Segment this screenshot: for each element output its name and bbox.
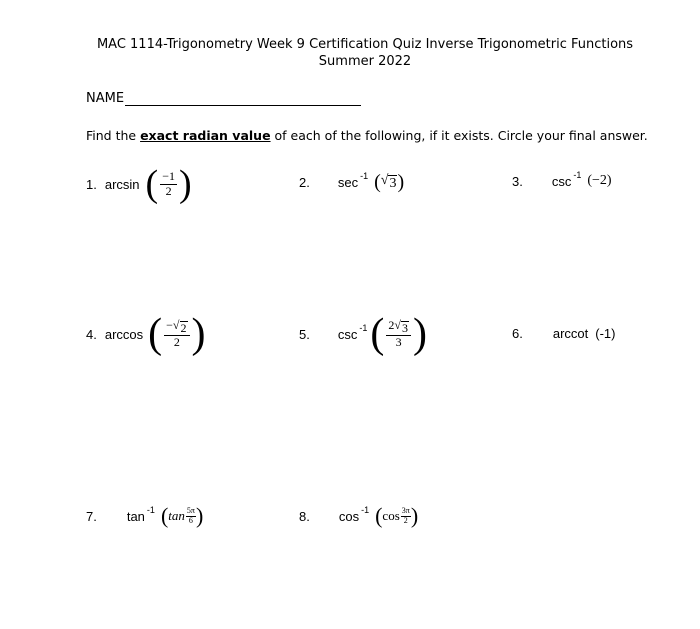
function-name: arccot bbox=[552, 326, 589, 341]
inverse-superscript: -1 bbox=[359, 323, 368, 333]
problem-number: 3. bbox=[512, 173, 523, 189]
function-name: csc bbox=[551, 173, 572, 189]
problem-7: 7. tan -1 ( tan $\frac{5\pi}{6}$ ) bbox=[86, 503, 204, 528]
name-blank-line bbox=[125, 93, 361, 106]
fraction-argument: ( $\frac{-1}{2}$ ) bbox=[145, 163, 192, 205]
function-name: csc bbox=[337, 326, 358, 342]
radicand: 2 bbox=[180, 320, 187, 335]
name-field bbox=[86, 91, 361, 106]
problem-number: 1. bbox=[86, 176, 97, 192]
inner-fraction bbox=[401, 507, 411, 526]
inverse-superscript: -1 bbox=[573, 170, 582, 180]
coefficient: 2 bbox=[388, 317, 395, 332]
problem-2: 2. sec -1 ( √ 3 ) bbox=[299, 171, 405, 193]
problem-number: 6. bbox=[512, 326, 523, 341]
inner-numerator: 3π bbox=[401, 505, 410, 515]
numerator: −1 bbox=[162, 168, 175, 183]
quiz-term: Summer 2022 bbox=[318, 54, 412, 69]
problem-8: 8. cos -1 ( cos $\frac{3\pi}{2}$ ) bbox=[299, 503, 419, 528]
inverse-superscript: -1 bbox=[146, 505, 155, 515]
function-name: arcsin bbox=[104, 176, 140, 192]
radicand: 3 bbox=[389, 175, 397, 191]
function-name: tan bbox=[126, 508, 145, 524]
denominator: 2 bbox=[173, 334, 180, 349]
inner-function: cos bbox=[382, 508, 400, 523]
instructions-before: Find the bbox=[86, 128, 141, 143]
inner-function: tan bbox=[168, 508, 185, 523]
fraction-argument: ( − √ 2 2 ) bbox=[148, 311, 206, 357]
problem-number: 5. bbox=[299, 326, 310, 342]
instructions-after: of each of the following, if it exists. Circle your final answer. bbox=[270, 128, 648, 143]
square-root: √ 2 bbox=[172, 317, 187, 335]
function-name: arccos bbox=[104, 326, 144, 342]
problem-6 bbox=[512, 326, 615, 341]
problem-number: 8. bbox=[299, 508, 310, 524]
argument: (-1) bbox=[595, 326, 616, 341]
inner-numerator: 5π bbox=[186, 505, 195, 515]
problem-3 bbox=[512, 170, 612, 189]
problem-1 bbox=[86, 165, 192, 203]
problem-5 bbox=[299, 313, 427, 355]
radicand: 3 bbox=[401, 320, 408, 335]
square-root: √ 3 bbox=[394, 317, 408, 335]
inner-denominator: 2 bbox=[403, 515, 408, 525]
argument: (−2) bbox=[587, 173, 612, 188]
fraction-argument: ( 2 √ 3 3 ) bbox=[370, 311, 427, 357]
inner-denominator: 6 bbox=[188, 515, 193, 525]
square-root: √ 3 bbox=[380, 172, 397, 191]
minus-sign: − bbox=[166, 317, 173, 332]
instructions-emphasis: exact radian value bbox=[140, 128, 271, 143]
denominator: 2 bbox=[165, 183, 172, 198]
problem-number: 2. bbox=[299, 174, 310, 190]
problem-number: 4. bbox=[86, 326, 97, 342]
quiz-title: MAC 1114-Trigonometry Week 9 Certification Quiz Inverse Trigonometric Functions bbox=[96, 37, 634, 52]
instructions bbox=[86, 128, 648, 143]
function-name: cos bbox=[338, 508, 360, 524]
function-name: sec bbox=[337, 174, 359, 190]
name-label: NAME bbox=[86, 91, 125, 106]
inner-fraction bbox=[186, 507, 196, 526]
inverse-superscript: -1 bbox=[360, 171, 369, 181]
problem-number: 7. bbox=[86, 508, 97, 524]
denominator: 3 bbox=[395, 334, 402, 349]
inverse-superscript: -1 bbox=[361, 505, 370, 515]
problem-4 bbox=[86, 313, 206, 355]
